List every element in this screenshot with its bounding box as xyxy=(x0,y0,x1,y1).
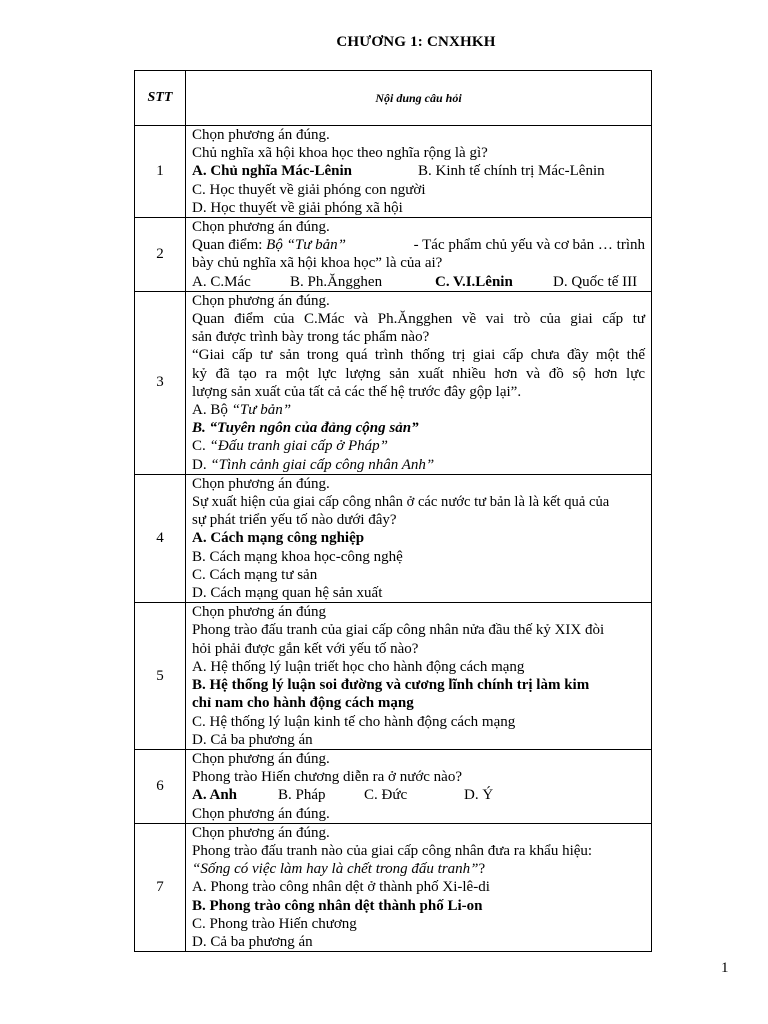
question-text: Phong trào Hiến chương diễn ra ở nước nào? xyxy=(192,769,462,786)
question-instruction: Chọn phương án đúng. xyxy=(192,292,330,309)
option-b: B. Pháp xyxy=(278,787,326,804)
options-line xyxy=(192,273,645,291)
option-d: D. Quốc tế III xyxy=(553,273,638,290)
question-instruction: Chọn phương án đúng. xyxy=(192,219,330,236)
question-text xyxy=(192,860,645,878)
option-d: D. Cách mạng quan hệ sản xuất xyxy=(192,585,383,602)
option-c: C. Hệ thống lý luận kinh tế cho hành động cách mạng xyxy=(192,713,516,730)
question-text xyxy=(192,236,645,254)
option-d: D. Cả ba phương án xyxy=(192,731,313,748)
option-prefix: C. xyxy=(192,438,210,455)
row-number: 3 xyxy=(135,291,186,474)
option-prefix: A. Bộ xyxy=(192,402,232,419)
question-text-part: - Tác phẩm chủ yếu và cơ bản … trình xyxy=(413,237,645,254)
row-number: 7 xyxy=(135,823,186,951)
option-c: C. Cách mạng tư sản xyxy=(192,566,318,583)
row-number: 5 xyxy=(135,603,186,750)
option-title: “Tình cảnh giai cấp công nhân Anh” xyxy=(210,456,435,473)
option-a xyxy=(192,401,645,419)
option-d: D. Cả ba phương án xyxy=(192,933,313,950)
question-text: sự phát triển yếu tố nào dưới đây? xyxy=(192,512,397,529)
question-mark: ? xyxy=(478,861,486,878)
question-text: bày chủ nghĩa xã hội khoa học” là của ai? xyxy=(192,255,443,272)
quote-text: lượng sản xuất của tất cả các thế hệ trước đây gộp lại”. xyxy=(192,383,522,400)
option-c: C. Học thuyết về giải phóng con người xyxy=(192,181,426,198)
question-instruction: Chọn phương án đúng. xyxy=(192,805,330,822)
question-cell xyxy=(186,603,652,750)
question-cell xyxy=(186,291,652,474)
option-d: D. Học thuyết về giải phóng xã hội xyxy=(192,199,403,216)
options-line xyxy=(192,786,645,804)
question-cell xyxy=(186,474,652,602)
quote-text: “Giai cấp tư sản trong quá trình thống trị giai cấp chưa đầy một thế xyxy=(192,347,645,364)
slogan-text: “Sống có việc làm hay là chết trong đấu tranh” xyxy=(192,861,479,878)
question-cell xyxy=(186,126,652,218)
quote-text: kỷ đã tạo ra một lực lượng sản xuất nhiều hơn và đồ sộ hơn lực xyxy=(192,365,645,382)
option-title: “Đấu tranh giai cấp ở Pháp” xyxy=(209,438,388,455)
row-number: 4 xyxy=(135,474,186,602)
option-a-answer: A. Chủ nghĩa Mác-Lênin xyxy=(192,163,353,180)
option-b: B. Cách mạng khoa học-công nghệ xyxy=(192,548,403,565)
table-row xyxy=(135,823,652,951)
option-a: A. Phong trào công nhân dệt ở thành phố Xi-lê-di xyxy=(192,879,490,896)
option-b: B. Kinh tế chính trị Mác-Lênin xyxy=(418,163,605,180)
table-row xyxy=(135,218,652,292)
question-text-italic: Bộ “Tư bản” xyxy=(266,237,347,254)
question-text: Phong trào đấu tranh nào của giai cấp công nhân đưa ra khẩu hiệu: xyxy=(192,842,593,859)
question-text: Chủ nghĩa xã hội khoa học theo nghĩa rộng là gì? xyxy=(192,145,488,162)
question-instruction: Chọn phương án đúng. xyxy=(192,127,330,143)
row-number: 6 xyxy=(135,749,186,823)
row-number: 2 xyxy=(135,218,186,292)
question-instruction: Chọn phương án đúng xyxy=(192,604,326,621)
question-text: Phong trào đấu tranh của giai cấp công nhân nửa đầu thế kỷ XIX đòi xyxy=(192,622,605,639)
question-text: Sự xuất hiện của giai cấp công nhân ở các nước tư bản là là kết quả của xyxy=(192,494,610,511)
option-c: C. Đức xyxy=(364,787,408,804)
question-instruction: Chọn phương án đúng. xyxy=(192,824,330,841)
option-a-answer: A. Anh xyxy=(192,787,238,804)
option-b-answer: B. Hệ thống lý luận soi đường và cương lĩnh chính trị làm kim xyxy=(192,677,590,694)
header-content: Nội dung câu hỏi xyxy=(186,71,652,126)
question-cell xyxy=(186,218,652,292)
option-b-answer: B. Phong trào công nhân dệt thành phố Li-on xyxy=(192,897,483,914)
option-a: A. C.Mác xyxy=(192,273,251,290)
table-row xyxy=(135,474,652,602)
question-text-part: Quan điểm: xyxy=(192,237,267,254)
option-d xyxy=(192,456,645,474)
option-b: B. Ph.Ăngghen xyxy=(290,273,383,290)
option-a: A. Hệ thống lý luận triết học cho hành động cách mạng xyxy=(192,658,525,675)
option-b-answer: B. “Tuyên ngôn của đảng cộng sản” xyxy=(192,420,419,437)
option-c: C. Phong trào Hiến chương xyxy=(192,915,357,932)
table-row xyxy=(135,749,652,823)
question-instruction: Chọn phương án đúng. xyxy=(192,475,330,492)
question-text: Quan điểm của C.Mác và Ph.Ăngghen về vai trò của giai cấp tư xyxy=(192,311,645,328)
option-title: “Tư bản” xyxy=(231,402,292,419)
table-header-row xyxy=(135,71,652,126)
table-row xyxy=(135,291,652,474)
page-number: 1 xyxy=(721,960,729,976)
table-row xyxy=(135,126,652,218)
option-prefix: D. xyxy=(192,456,211,473)
table-row xyxy=(135,603,652,750)
page-title: CHƯƠNG 1: CNXHKH xyxy=(336,34,496,50)
header-stt: STT xyxy=(135,71,186,126)
row-number: 1 xyxy=(135,126,186,218)
option-c xyxy=(192,437,645,455)
question-text: sản được trình bày trong tác phẩm nào? xyxy=(192,329,430,346)
option-a-answer: A. Cách mạng công nghiệp xyxy=(192,530,365,547)
question-cell xyxy=(186,823,652,951)
question-table xyxy=(134,70,652,952)
option-b-answer-cont: chỉ nam cho hành động cách mạng xyxy=(192,695,414,712)
question-cell xyxy=(186,749,652,823)
question-instruction: Chọn phương án đúng. xyxy=(192,750,330,767)
option-c-answer: C. V.I.Lênin xyxy=(435,273,513,290)
option-d: D. Ý xyxy=(464,787,494,804)
question-text: hỏi phải được gắn kết với yếu tố nào? xyxy=(192,640,419,657)
options-line xyxy=(192,162,645,180)
